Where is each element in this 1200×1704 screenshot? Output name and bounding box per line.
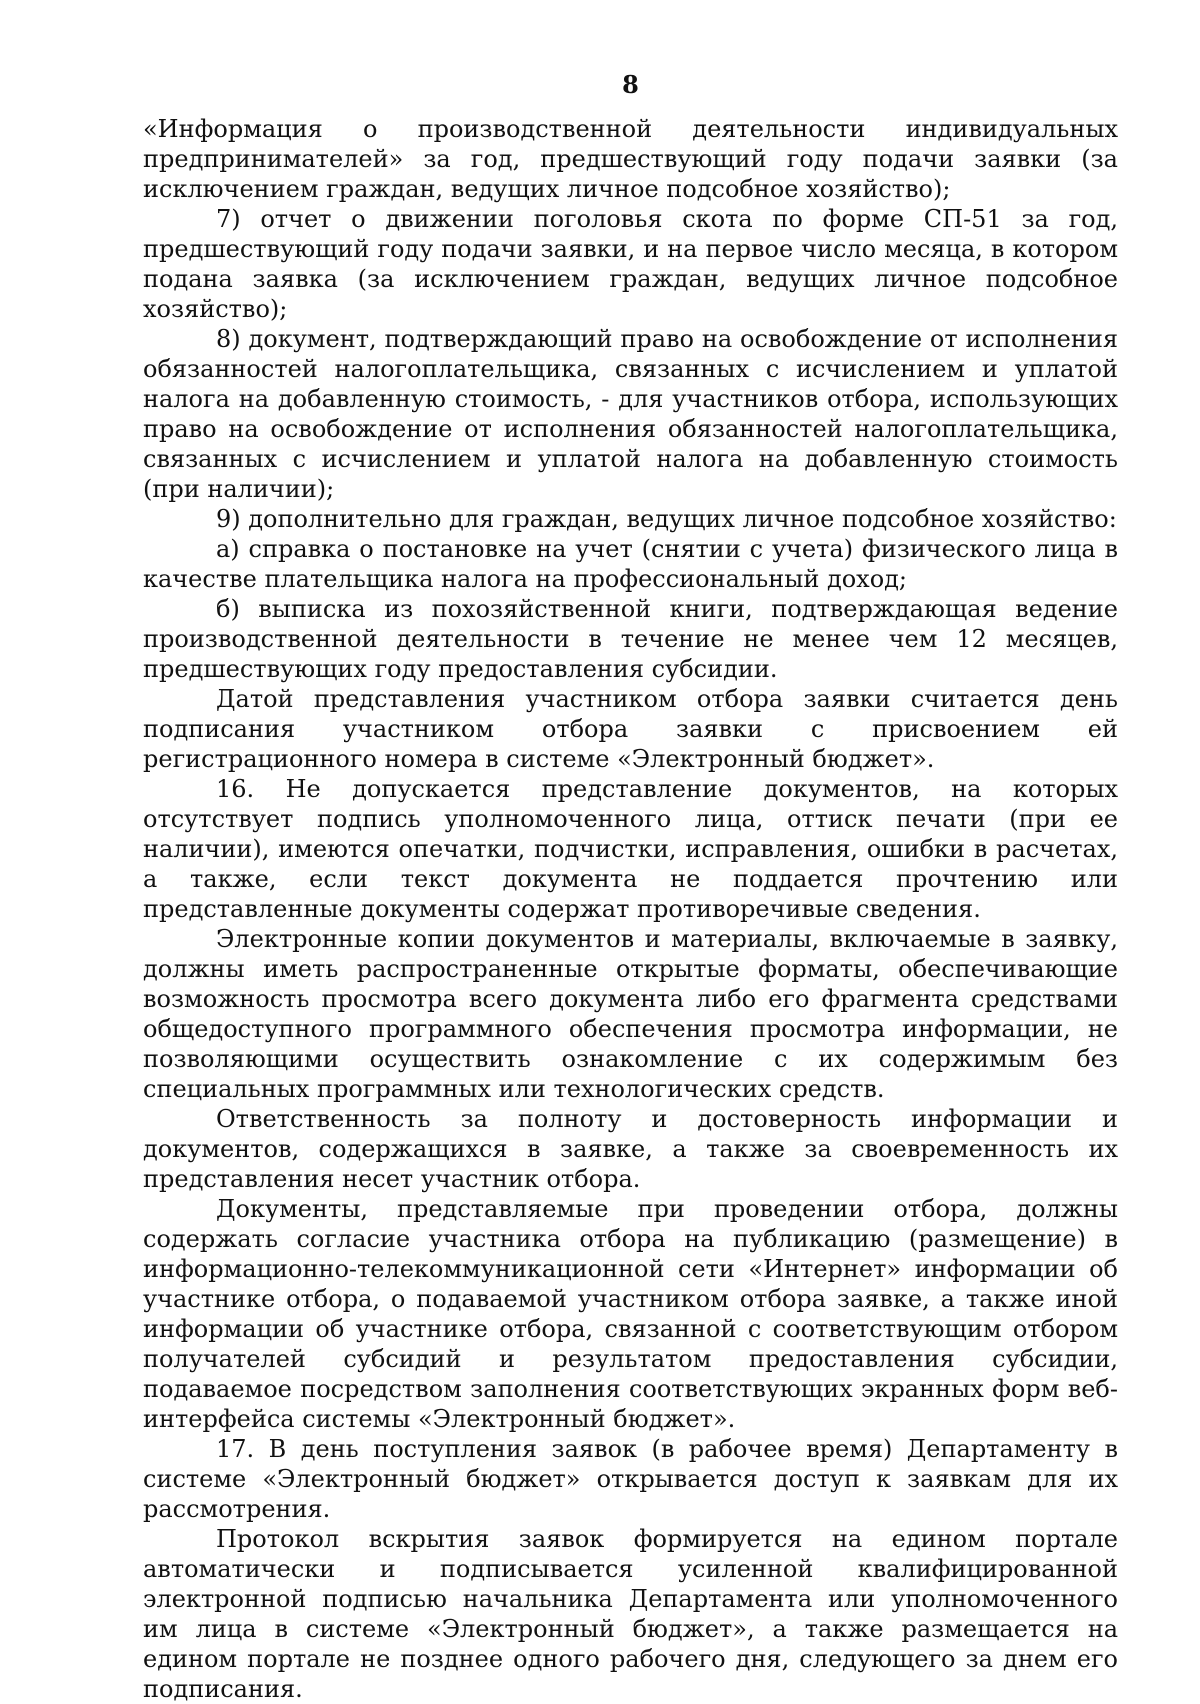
paragraph: 17. В день поступления заявок (в рабочее время) Департаменту в системе «Электронный бюджет» открывается доступ к заявкам для их рассмотрения. xyxy=(143,1435,1118,1523)
paragraph: 7) отчет о движении поголовья скота по форме СП-51 за год, предшествующий году подачи заявки, и на первое число месяца, в котором подана заявка (за исключением граждан, ведущих личное подсобное хозяйство); xyxy=(143,205,1118,323)
paragraph: 16. Не допускается представление документов, на которых отсутствует подпись уполномоченного лица, оттиск печати (при ее наличии), имеются опечатки, подчистки, исправления, ошибки в расчетах, а также, если текст документа не поддается прочтению или представленные документы содержат противоречивые сведения. xyxy=(143,775,1118,923)
page-number: 8 xyxy=(622,70,639,99)
paragraph: Протокол вскрытия заявок формируется на едином портале автоматически и подписывается усиленной квалифицированной электронной подписью начальника Департамента или уполномоченного им лица в системе «Электронный бюджет», а также размещается на едином портале не позднее одного рабочего дня, следующего за днем его подписания. xyxy=(143,1525,1118,1703)
paragraph: 9) дополнительно для граждан, ведущих личное подсобное хозяйство: xyxy=(216,505,1117,533)
paragraph: Документы, представляемые при проведении отбора, должны содержать согласие участника отбора на публикацию (размещение) в информационно-телекоммуникационной сети «Интернет» информации об участнике отбора, о подаваемой участником отбора заявке, а также иной информации об участнике отбора, связанной с соответствующим отбором получателей субсидий и результатом предоставления субсидии, подаваемое посредством заполнения соответствующих экранных форм веб-интерфейса системы «Электронный бюджет». xyxy=(143,1195,1118,1433)
paragraph: 8) документ, подтверждающий право на освобождение от исполнения обязанностей налогоплательщика, связанных с исчислением и уплатой налога на добавленную стоимость, - для участников отбора, использующих право на освобождение от исполнения обязанностей налогоплательщика, связанных с исчислением и уплатой налога на добавленную стоимость (при наличии); xyxy=(143,325,1118,503)
paragraph: Электронные копии документов и материалы, включаемые в заявку, должны иметь распространенные открытые форматы, обеспечивающие возможность просмотра всего документа либо его фрагмента средствами общедоступного программного обеспечения просмотра информации, не позволяющими осуществить ознакомление с их содержимым без специальных программных или технологических средств. xyxy=(143,925,1118,1103)
paragraph: Датой представления участником отбора заявки считается день подписания участником отбора заявки с присвоением ей регистрационного номера в системе «Электронный бюджет». xyxy=(143,685,1118,773)
paragraph: Ответственность за полноту и достоверность информации и документов, содержащихся в заявке, а также за своевременность их представления несет участник отбора. xyxy=(143,1105,1118,1193)
document-page xyxy=(143,70,1118,1704)
paragraph: «Информация о производственной деятельности индивидуальных предпринимателей» за год, предшествующий году подачи заявки (за исключением граждан, ведущих личное подсобное хозяйство); xyxy=(143,115,1118,203)
paragraph: б) выписка из похозяйственной книги, подтверждающая ведение производственной деятельности в течение не менее чем 12 месяцев, предшествующих году предоставления субсидии. xyxy=(143,595,1118,683)
paragraph: а) справка о постановке на учет (снятии с учета) физического лица в качестве плательщика налога на профессиональный доход; xyxy=(143,535,1118,593)
